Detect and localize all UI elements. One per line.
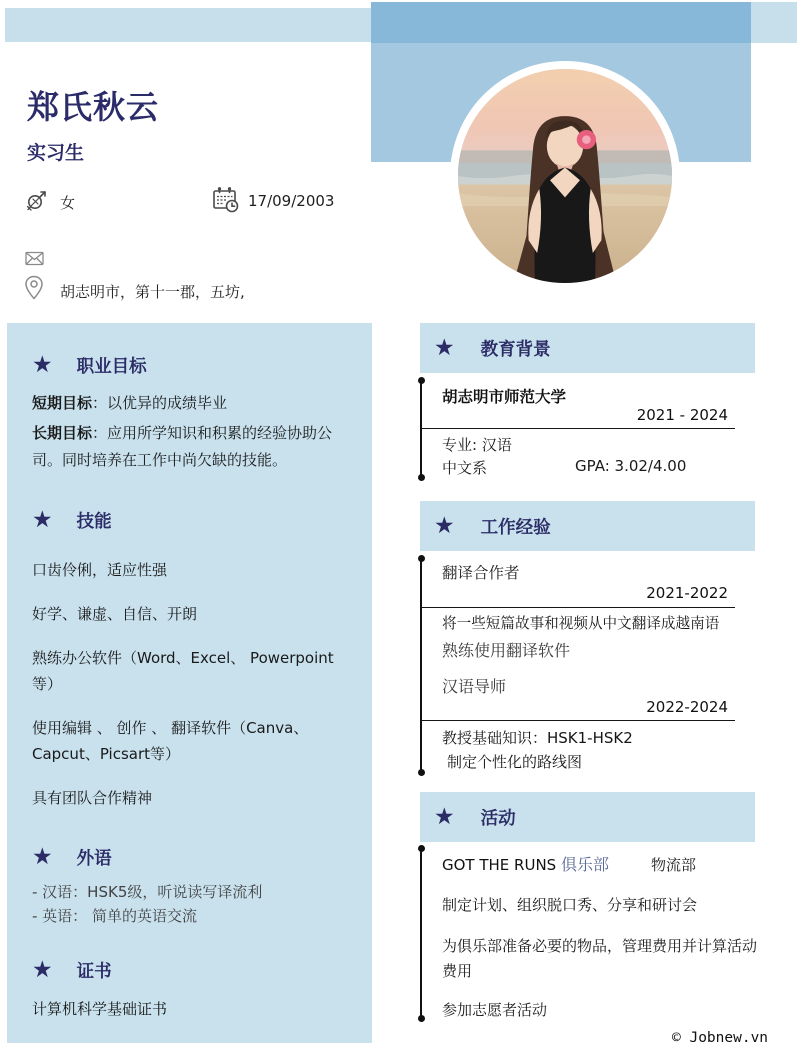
education-school: 胡志明市师范大学 [442,388,567,406]
section-header-certificates [32,958,356,983]
activity-club-line [442,852,696,875]
gender-value: 女 [60,194,76,212]
skill-item: 使用编辑 、 创作 、 翻译软件（Canva、Capcut、Picsart等） [32,719,309,763]
education-major: 专业: 汉语 [442,436,512,454]
languages-body [32,880,356,928]
profile-photo [450,61,680,291]
job-detail: 熟练使用翻译软件 [442,641,571,660]
job-role: 翻译合作者 [442,564,520,582]
activity-item: 为俱乐部准备必要的物品，管理费用并计算活动费用 [442,937,758,980]
section-title-objective: 职业目标 [76,357,147,377]
objective-body [32,390,356,474]
skill-item: 具有团队合作精神 [32,789,153,807]
job-detail: 将一些短篇故事和视频从中文翻译成越南语 [442,615,720,632]
objective-line-text: ：应用所学知识和积累的经验协助公司。同时培养在工作中尚欠缺的技能。 [32,424,333,469]
objective-line-label: 长期目标 [32,424,93,442]
star-icon: ★ [32,507,53,533]
section-title-certificates: 证书 [76,962,112,982]
language-item: - 汉语：HSK5级，听说读写译流利 [32,883,263,901]
calendar-icon [211,185,241,215]
timeline-line-education [420,380,422,478]
timeline-dot [418,555,425,562]
education-gpa: GPA: 3.02/4.00 [575,457,687,475]
section-header-languages [32,845,356,870]
skill-item: 口齿伶俐，适应性强 [32,561,168,579]
timeline-dot [418,845,425,852]
objective-line-label: 短期目标 [32,394,93,412]
activity-item: 参加志愿者活动 [442,1001,548,1019]
divider-line [421,720,735,721]
objective-line-text: ：以优异的成绩毕业 [92,394,228,412]
activity-item: 制定计划、组织脱口秀、分享和研讨会 [442,896,698,914]
skill-item: 好学、谦虚、自信、开朗 [32,605,198,623]
section-title-skills: 技能 [76,512,112,532]
address-value: 胡志明市，第十一郡，五坊, [60,283,245,301]
section-bar-activities [420,792,755,842]
left-sidebar-panel [7,323,372,1043]
watermark-jobnew: © Jobnew.vn [672,1030,769,1046]
location-icon [24,275,44,301]
language-item: - 英语： 简单的英语交流 [32,907,197,925]
star-icon: ★ [434,803,455,830]
section-title-languages: 外语 [76,849,112,869]
section-title-education: 教育背景 [480,339,551,360]
top-corner-band [751,2,797,43]
skill-item: 熟练办公软件（Word、Excel、 Powerpoint 等） [32,649,334,693]
candidate-name: 郑氏秋云 [27,88,160,126]
star-icon: ★ [434,512,455,539]
star-icon: ★ [32,844,53,870]
education-department: 中文系 [442,459,488,477]
top-right-band [371,2,751,43]
job-role: 汉语导师 [442,677,507,696]
job-period: 2021-2022 [646,584,728,602]
job-detail: 制定个性化的路线图 [447,753,583,771]
timeline-dot [418,474,425,481]
divider-line [421,428,735,429]
certificate-item: 计算机科学基础证书 [32,1000,168,1018]
section-bar-education [420,323,755,373]
activity-club-name-cn: 俱乐部 [560,855,609,874]
activity-club-dept: 物流部 [650,856,696,874]
candidate-job-title: 实习生 [27,142,85,164]
top-left-band [5,8,371,42]
job-detail: 教授基础知识：HSK1-HSK2 [442,729,633,747]
timeline-dot [418,769,425,776]
divider-line [421,607,735,608]
timeline-dot [418,377,425,384]
objective-line [32,390,356,417]
objective-line [32,420,356,474]
section-bar-experience [420,501,755,551]
profile-photo-illustration [458,69,672,283]
star-icon: ★ [32,957,53,983]
education-period: 2021 - 2024 [636,406,728,424]
star-icon: ★ [434,334,455,361]
activity-club-name: GOT THE RUNS [442,856,561,874]
section-header-objective [32,353,356,378]
mail-icon [25,251,44,266]
section-header-skills [32,508,356,533]
section-title-experience: 工作经验 [480,517,551,538]
birth-date-value: 17/09/2003 [248,192,335,210]
timeline-line-experience [420,558,422,772]
job-period: 2022-2024 [646,698,728,716]
timeline-dot [418,1015,425,1022]
gender-icon [24,187,50,213]
star-icon: ★ [32,352,53,378]
section-title-activities: 活动 [480,808,516,829]
timeline-line-activities [420,848,422,1018]
